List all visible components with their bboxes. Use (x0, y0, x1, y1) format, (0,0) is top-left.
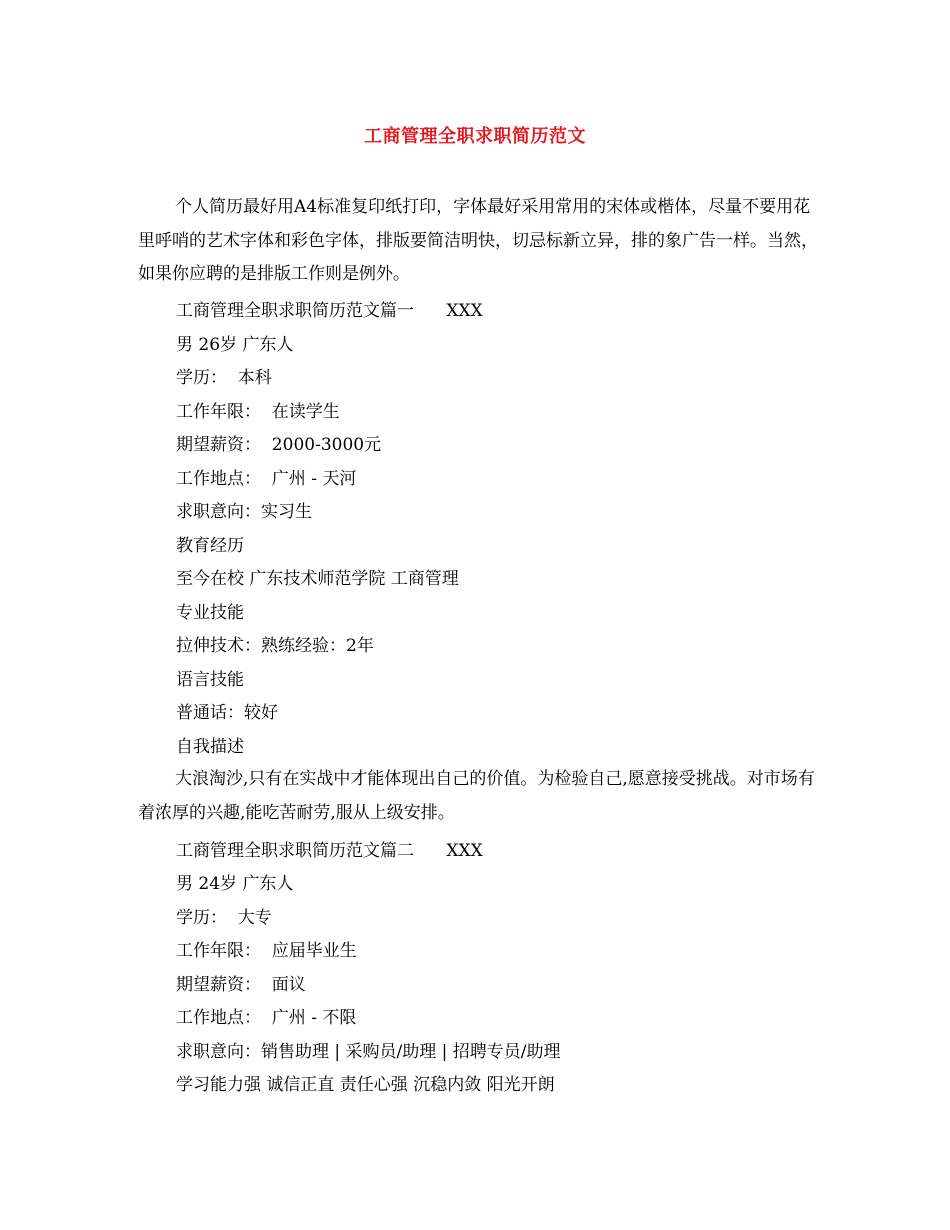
sample1-work-years: 工作年限： 在读学生 (176, 402, 340, 422)
document-title: 工商管理全职求职简历范文 (364, 126, 586, 147)
sample1-lang-detail: 普通话：较好 (176, 703, 278, 723)
sample1-heading: 工商管理全职求职简历范文篇一 XXX (176, 301, 483, 321)
sample1-intent: 求职意向：实习生 (176, 502, 312, 522)
sample2-salary: 期望薪资： 面议 (176, 975, 306, 995)
sample1-self-detail: 大浪淘沙,只有在实战中才能体现出自己的价值。为检验自己,愿意接受挑战。对市场有着浓厚的兴趣,能吃苦耐劳,服从上级安排。 (138, 769, 815, 823)
sample2-intent: 求职意向：销售助理 | 采购员/助理 | 招聘专员/助理 (176, 1042, 561, 1062)
sample1-skill-heading: 专业技能 (176, 603, 244, 623)
sample1-self-heading: 自我描述 (176, 737, 244, 757)
sample1-lang-heading: 语言技能 (176, 670, 244, 690)
sample2-location: 工作地点： 广州 - 不限 (176, 1008, 357, 1028)
sample2-education: 学历： 大专 (176, 908, 272, 928)
sample1-location: 工作地点： 广州 - 天河 (176, 469, 357, 489)
sample2-work-years: 工作年限： 应届毕业生 (176, 941, 357, 961)
sample1-education: 学历： 本科 (176, 368, 272, 388)
sample2-basic-info: 男 24岁 广东人 (176, 874, 294, 894)
sample2-heading: 工商管理全职求职简历范文篇二 XXX (176, 841, 483, 861)
sample1-skill-detail: 拉伸技术：熟练经验：2年 (176, 636, 374, 656)
sample2-traits: 学习能力强 诚信正直 责任心强 沉稳内敛 阳光开朗 (176, 1075, 555, 1095)
sample1-salary: 期望薪资： 2000-3000元 (176, 435, 382, 455)
intro-paragraph: 个人简历最好用A4标准复印纸打印，字体最好采用常用的宋体或楷体，尽量不要用花里呼哨的艺术字体和彩色字体，排版要简洁明快，切忌标新立异，排的象广告一样。当然，如果你应聘的是排版工作则是例外。 (138, 197, 818, 284)
sample1-edu-detail: 至今在校 广东技术师范学院 工商管理 (176, 569, 459, 589)
sample1-basic-info: 男 26岁 广东人 (176, 335, 294, 355)
sample1-edu-heading: 教育经历 (176, 536, 244, 556)
